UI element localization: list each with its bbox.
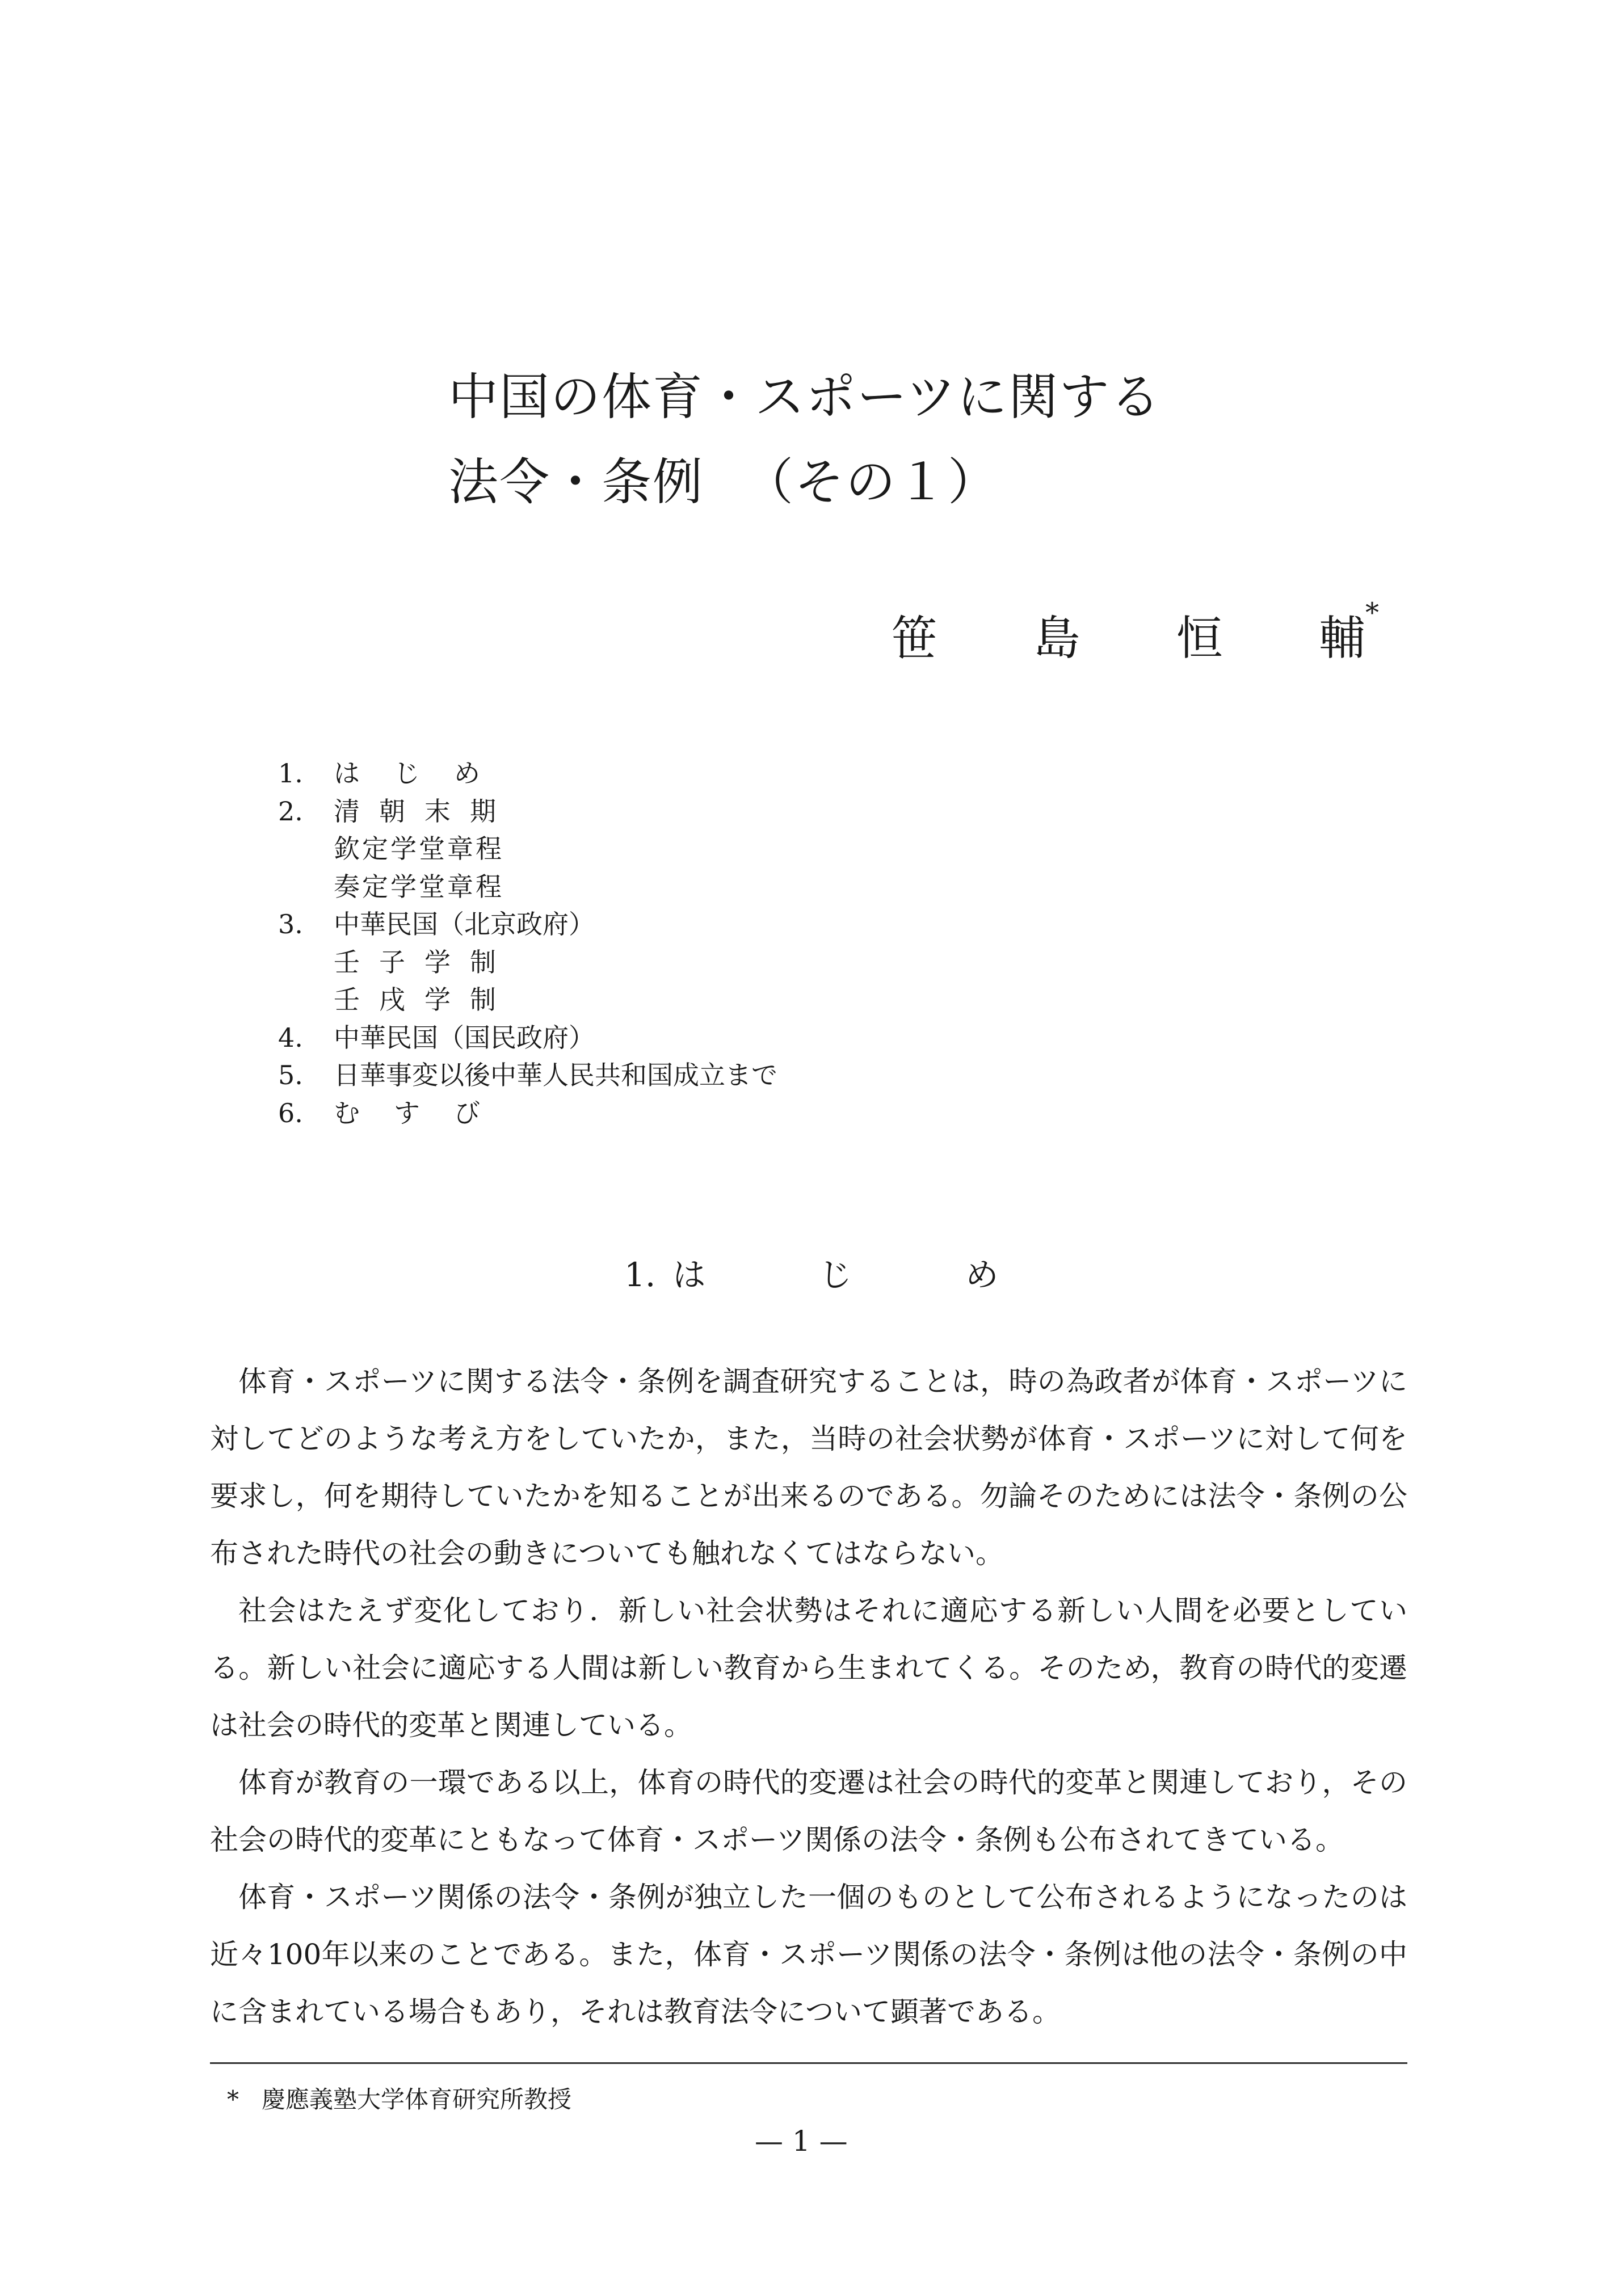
toc-subitem — [278, 868, 777, 906]
toc-label: むすび — [334, 1097, 514, 1128]
author-char: 輔* — [1318, 597, 1379, 665]
toc-subitem — [278, 981, 777, 1019]
toc-item — [278, 755, 777, 793]
toc-item — [278, 1056, 777, 1094]
toc-label: 中華民国（北京政府） — [334, 909, 595, 940]
table-of-contents — [278, 755, 777, 1132]
paragraph: 体育・スポーツ関係の法令・条例が独立した一個のものとして公布されるようになったのは近々100年以来のことである。また，体育・スポーツ関係の法令・条例は他の法令・条例の中に含まれている場合もあり，それは教育法令について顕著である。 — [210, 1881, 1407, 2028]
toc-label: 壬戌学制 — [334, 984, 515, 1015]
toc-number: 3. — [278, 909, 303, 940]
author-char: 恒 — [1176, 612, 1223, 665]
toc-number: 4. — [278, 1022, 303, 1053]
toc-item — [278, 1094, 777, 1132]
author-footnote-mark: * — [1365, 597, 1379, 629]
title-line-2-sub: （その１） — [743, 453, 999, 511]
paper-title — [448, 355, 1161, 525]
paragraph: 体育が教育の一環である以上，体育の時代的変遷は社会の時代的変革と関連しており，その社会の時代的変革にともなって体育・スポーツ関係の法令・条例も公布されてきている。 — [210, 1766, 1407, 1856]
toc-number: 2. — [278, 795, 303, 827]
body-text — [210, 1353, 1407, 2041]
toc-label: はじめ — [334, 758, 514, 789]
section-title: はじめ — [672, 1256, 1112, 1294]
footnote-text: 慶應義塾大学体育研究所教授 — [262, 2086, 572, 2113]
page-number: — 1 — — [755, 2125, 848, 2158]
toc-number: 6. — [278, 1097, 303, 1128]
footnote-mark: * — [227, 2086, 239, 2113]
title-line-2-main: 法令・条例 — [448, 453, 704, 511]
toc-subitem — [278, 943, 777, 981]
footnote — [227, 2081, 571, 2115]
toc-label: 奏定学堂章程 — [334, 871, 504, 902]
paragraph: 社会はたえず変化しており．新しい社会状勢はそれに適応する新しい人間を必要としている。新しい社会に適応する人間は新しい教育から生まれてくる。そのため，教育の時代的変遷は社会の時代的変革と関連している。 — [210, 1594, 1407, 1742]
title-line-2 — [448, 440, 1161, 525]
toc-label: 中華民国（国民政府） — [334, 1022, 595, 1053]
toc-label: 日華事変以後中華人民共和国成立まで — [334, 1060, 777, 1090]
toc-item — [278, 793, 777, 831]
title-line-1: 中国の体育・スポーツに関する — [448, 368, 1162, 426]
toc-number: 1. — [278, 758, 303, 789]
toc-item — [278, 905, 777, 943]
footnote-divider — [210, 2062, 1407, 2064]
toc-label: 清朝末期 — [334, 795, 515, 827]
author-char: 笹 — [891, 612, 938, 665]
section-number: 1. — [624, 1256, 656, 1294]
toc-label: 欽定学堂章程 — [334, 833, 504, 864]
toc-number: 5. — [278, 1060, 303, 1090]
section-heading — [624, 1248, 1112, 1296]
toc-item — [278, 1019, 777, 1057]
toc-subitem — [278, 830, 777, 868]
author-name — [891, 597, 1379, 668]
paragraph: 体育・スポーツに関する法令・条例を調査研究することは，時の為政者が体育・スポーツに対してどのような考え方をしていたか，また，当時の社会状勢が体育・スポーツに対して何を要求し，何を期待していたかを知ることが出来るのである。勿論そのためには法令・条例の公布された時代の社会の動きについても触れなくてはならない。 — [210, 1365, 1407, 1570]
author-char: 島 — [1033, 612, 1080, 665]
toc-label: 壬子学制 — [334, 946, 515, 978]
